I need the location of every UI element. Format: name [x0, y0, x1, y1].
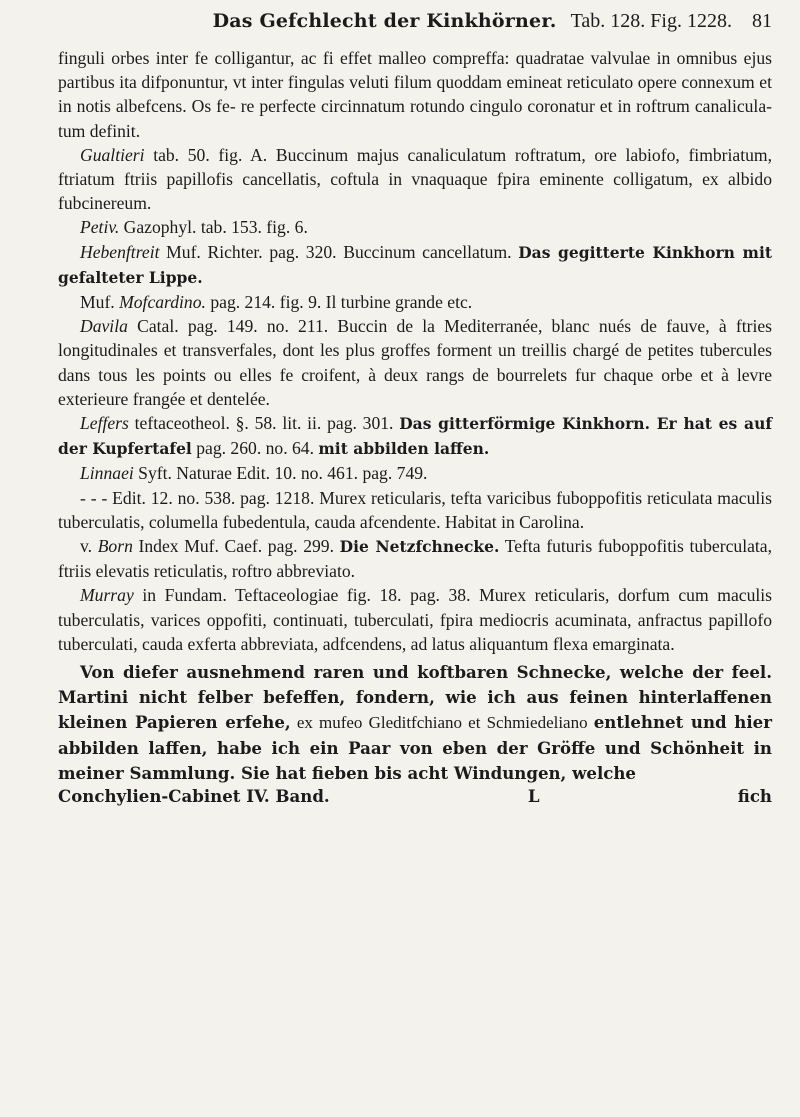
volume-line: Conchylien-Cabinet IV. Band. [58, 786, 330, 807]
intro-paragraph: finguli orbes inter fe colligantur, ac fi effet malleo compreffa: quadratae valvulae in omnibus ejus partibus ita difponuntur, vt inter fingulas veluti filum quoddam emineat reticulato opere connexum et in notis albefcens. Os fe- re perfecte circinnatum rotundo cingulo coronatur et in roftrum canalicula- tum definit. [58, 48, 772, 141]
catchword: fich [737, 786, 772, 807]
reference-linnaei-ed12: - - - Edit. 12. no. 538. pag. 1218. Murex reticularis, tefta varicibus fuboppofitis reticulata maculis tuberculatis, columella fubedentula, cauda afcendente. Habitat in Carolina. [58, 487, 772, 532]
page-number: 81 [752, 10, 772, 32]
page-header [58, 10, 772, 46]
page-footer [58, 786, 772, 806]
closing-paragraph: Von diefer ausnehmend raren und koftbaren Schnecke, welche der feel. Martini nicht felber befeffen, fondern, wie ich aus feinen hinterlaffenen kleinen Papieren erfehe, ex mufeo Gleditfchiano et Schmiedeliano entlehnet und hier abbilden laffen, habe ich ein Paar von eben der Gröffe und Schönheit in meiner Sammlung. Sie hat fieben bis acht Windungen, welche [58, 662, 772, 783]
reference-lessers: Leffers teftaceotheol. §. 58. lit. ii. pag. 301. Das gitterförmige Kinkhorn. Er hat es auf der Kupfertafel pag. 260. no. 64. mit abbilden laffen. [58, 413, 773, 459]
reference-hebenstreit: Hebenftreit Muf. Richter. pag. 320. Buccinum cancellatum. Das gegitterte Kinkhorn mit gefalteter Lippe. [58, 241, 772, 287]
reference-linnaei: Linnaei Syft. Naturae Edit. 10. no. 461. pag. 749. [80, 463, 428, 484]
plate-reference: Tab. 128. Fig. 1228. [570, 10, 732, 32]
reference-petiv: Petiv. Gazophyl. tab. 153. fig. 6. [80, 217, 308, 238]
reference-gualtieri: Gualtieri tab. 50. fig. A. Buccinum majus canaliculatum roftratum, ore labiofo, fimbriatum, ftriatum ftriis papillofis cancellatis, coftula in vnaquaque fpira eminente colligatum, ex albido fubcinereum. [58, 144, 772, 214]
reference-born: v. Born Index Muf. Caef. pag. 299. Die Netzfchnecke. Tefta futuris fuboppofitis tuberculata, ftriis elevatis reticulatis, roftro abbreviato. [58, 536, 772, 582]
signature-mark: L [527, 786, 540, 807]
reference-davila: Davila Catal. pag. 149. no. 211. Buccin de la Mediterranée, blanc nués de fauve, à ftries longitudinales et transverfales, dont les plus groffes forment un treillis chargé de petites tubercules dans tous les points ou elles fe croifent, à deux rangs de bourrelets fur chaque orbe et à levre exterieure frangée et dentelée. [58, 316, 772, 409]
reference-murray: Murray in Fundam. Teftaceologiae fig. 18. pag. 38. Murex reticularis, dorfum cum maculis tuberculatis, varices oppofiti, continuati, tuberculati, fpira mediocris acuminata, anfractus papillofo tuberculati, cauda exferta abbreviata, adfcendens, ad latus aliquantum flexa emarginata. [58, 585, 772, 654]
body-text [58, 46, 772, 656]
running-title: Das Gefchlecht der Kinkhörner. [212, 10, 557, 32]
reference-moscardino: Muf. Mofcardino. pag. 214. fig. 9. Il turbine grande etc. [80, 292, 473, 313]
